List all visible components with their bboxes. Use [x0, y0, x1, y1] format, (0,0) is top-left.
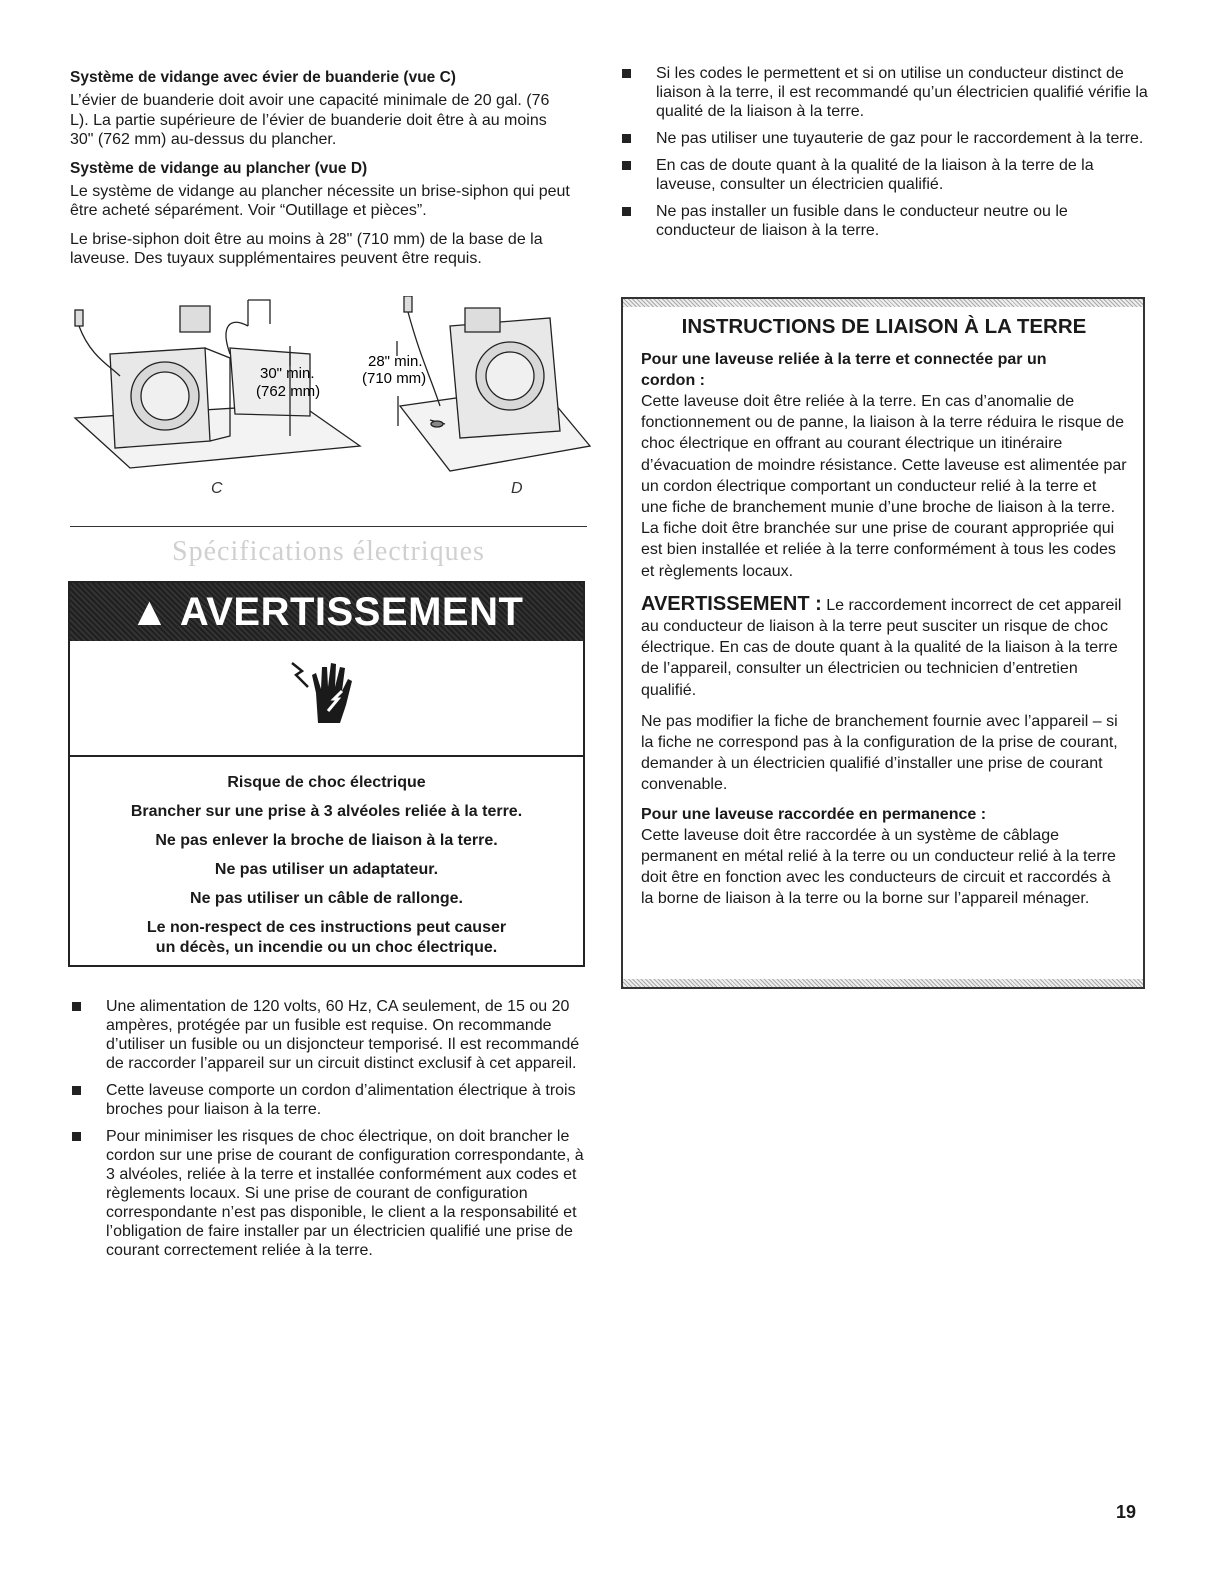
- grounding-warning-label: AVERTISSEMENT :: [641, 592, 822, 615]
- box-shading-bottom: [623, 979, 1143, 987]
- warning-line-4: Ne pas utiliser un adaptateur.: [214, 861, 439, 878]
- right-bullets: [620, 64, 1148, 248]
- left-bullets: [70, 997, 590, 1268]
- warning-line-1: Risque de choc électrique: [227, 774, 426, 791]
- permanent-heading: Pour une laveuse raccordée en permanence :: [641, 805, 987, 823]
- grounding-title: INSTRUCTIONS DE LIAISON À LA TERRE: [681, 315, 1087, 338]
- drain-c-heading: Système de vidange avec évier de buanderie (vue C): [70, 69, 456, 86]
- figure-label-c: C: [211, 480, 223, 497]
- section-divider: [70, 526, 587, 527]
- grounding-warning-text: Le raccordement incorrect de cet appareil au conducteur de liaison à la terre peut susciter un risque de choc électrique. En cas de doute quant à la qualité de la liaison à la terre de l’appareil, consulter un électricien ou technicien d’entretien qualifié.: [641, 596, 1122, 699]
- dim-label-d2: (710 mm): [362, 370, 427, 387]
- dim-label-d1: 28" min.: [368, 353, 423, 370]
- warning-triangle-icon: ▲: [129, 590, 170, 634]
- drain-c-paragraph: L’évier de buanderie doit avoir une capacité minimale de 20 gal. (76 L). La partie supérieure de l’évier de buanderie doit être à au moins 30" (762 mm) au-dessus du plancher.: [70, 92, 550, 148]
- grounding-content: [641, 315, 1127, 971]
- washer-drain-diagram: [70, 296, 595, 496]
- warning-line-3: Ne pas enlever la broche de liaison à la terre.: [155, 832, 498, 849]
- warning-header: [70, 583, 583, 641]
- grounding-warning: [641, 594, 1127, 701]
- right-bullet-3: En cas de doute quant à la qualité de la liaison à la terre de la laveuse, consulter un électricien qualifié.: [620, 156, 1148, 194]
- dim-label-c2: (762 mm): [256, 383, 321, 400]
- section-title: Spécifications électriques: [172, 536, 485, 567]
- drain-d-paragraph-2: Le brise-siphon doit être au moins à 28" (710 mm) de la base de la laveuse. Des tuyaux supplémentaires peuvent être requis.: [70, 230, 543, 267]
- warning-line-5: Ne pas utiliser un câble de rallonge.: [190, 890, 463, 907]
- warning-title: AVERTISSEMENT: [179, 590, 524, 634]
- shock-hazard-area: [70, 641, 583, 757]
- grounding-instructions-box: [621, 297, 1145, 989]
- left-column-top: [70, 64, 590, 278]
- drain-d-paragraph-1: Le système de vidange au plancher nécessite un brise-siphon qui peut être acheté séparément. Voir “Outillage et pièces”.: [70, 182, 570, 219]
- warning-line-6: Le non-respect de ces instructions peut causer un décès, un incendie ou un choc électrique.: [146, 919, 507, 956]
- box-shading-top: [623, 299, 1143, 307]
- left-bullet-1: Une alimentation de 120 volts, 60 Hz, CA seulement, de 15 ou 20 ampères, protégée par un fusible est requise. On recommande d’utiliser un fusible ou un disjoncteur temporisé. Il est recommandé de raccorder l’appareil sur un circuit distinct exclusif à cet appareil.: [70, 997, 590, 1073]
- right-bullet-4: Ne pas installer un fusible dans le conducteur neutre ou le conducteur de liaison à la terre.: [620, 202, 1148, 240]
- dim-label-c1: 30" min.: [260, 365, 315, 382]
- figure-label-d: D: [511, 480, 523, 497]
- right-bullet-2: Ne pas utiliser une tuyauterie de gaz pour le raccordement à la terre.: [620, 129, 1148, 148]
- drain-illustration: [70, 296, 595, 496]
- warning-line-2: Brancher sur une prise à 3 alvéoles reliée à la terre.: [130, 803, 523, 820]
- left-bullet-2: Cette laveuse comporte un cordon d’alimentation électrique à trois broches pour liaison à la terre.: [70, 1081, 590, 1119]
- plug-text: Ne pas modifier la fiche de branchement fournie avec l’appareil – si la fiche ne correspond pas à la configuration de la prise de courant, demander à un électricien qualifié d’installer une prise de courant convenable.: [641, 712, 1118, 794]
- warning-box: [68, 581, 585, 967]
- cord-heading: Pour une laveuse reliée à la terre et connectée par un cordon :: [641, 351, 1047, 389]
- drain-d-heading: Système de vidange au plancher (vue D): [70, 159, 368, 177]
- permanent-text: Cette laveuse doit être raccordée à un système de câblage permanent en métal relié à la terre ou un conducteur relié à la terre doit être en fonction avec les conducteurs de circuit et raccordés à la borne de liaison à la terre ou la borne sur l’appareil ménager.: [641, 826, 1116, 908]
- left-bullet-3: Pour minimiser les risques de choc électrique, on doit brancher le cordon sur une prise de courant de configuration correspondante, à 3 alvéoles, reliée à la terre et installée conformément aux codes et règlements locaux. Si une prise de courant de configuration correspondante n’est pas disponible, le client a la responsabilité et l’obligation de faire installer par un électricien qualifié une prise de courant correctement reliée à la terre.: [70, 1127, 590, 1260]
- right-bullet-1: Si les codes le permettent et si on utilise un conducteur distinct de liaison à la terre, il est recommandé qu’un électricien qualifié vérifie la qualité de la liaison à la terre.: [620, 64, 1148, 121]
- warning-text: [70, 757, 583, 958]
- page-number: 19: [1116, 1502, 1137, 1522]
- electric-shock-hand-icon: [288, 653, 368, 733]
- cord-text: Cette laveuse doit être reliée à la terre. En cas d’anomalie de fonctionnement ou de panne, la liaison à la terre réduira le risque de choc électrique en offrant au courant électrique un itinéraire d’évacuation de moindre résistance. Cette laveuse est alimentée par un cordon électrique comportant un conducteur relié à la terre et une fiche de branchement munie d’une broche de liaison à la terre. La fiche doit être branchée sur une prise de courant appropriée qui est bien installée et reliée à la terre conformément à tous les codes et règlements locaux.: [641, 393, 1127, 580]
